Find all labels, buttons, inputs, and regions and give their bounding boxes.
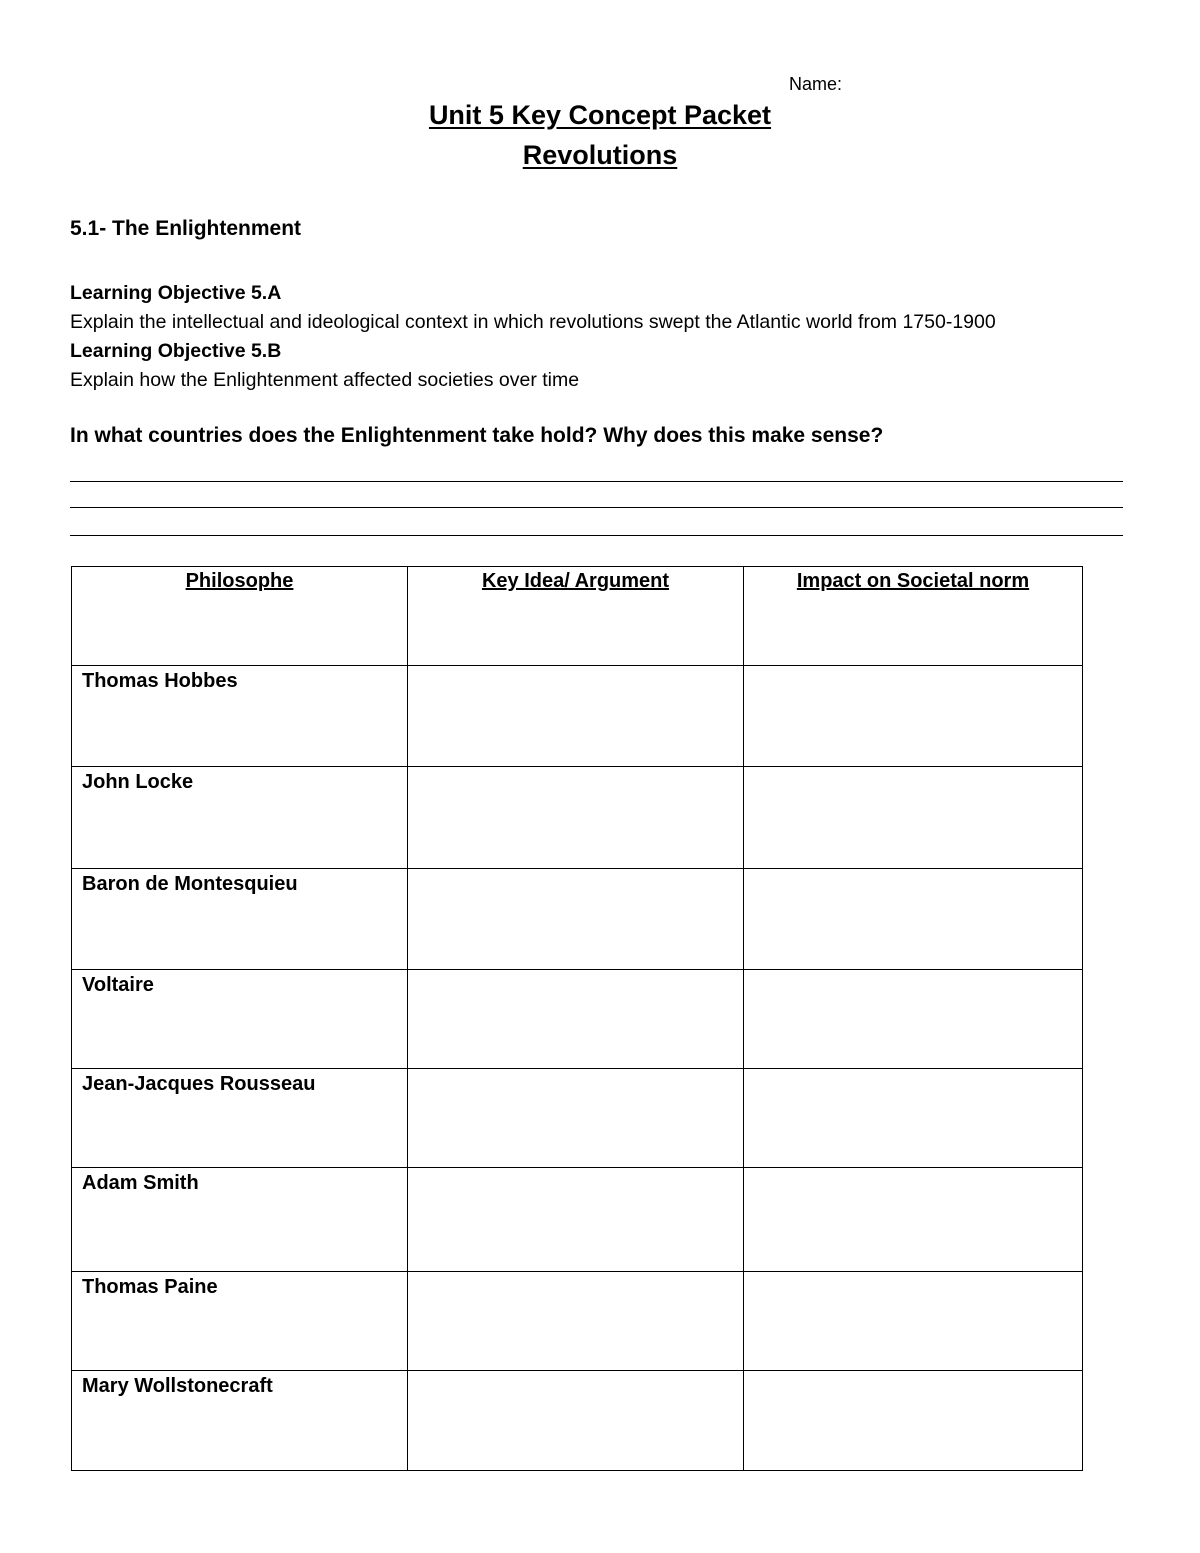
name-label: Name: [789, 74, 843, 94]
philosophe-name-cell: Thomas Hobbes [72, 666, 408, 767]
answer-line[interactable] [70, 535, 1123, 536]
learning-objective-b-label: Learning Objective 5.B [70, 340, 282, 362]
key-idea-cell[interactable] [408, 1371, 744, 1471]
impact-cell[interactable] [744, 970, 1083, 1069]
key-idea-cell[interactable] [408, 767, 744, 869]
key-idea-cell[interactable] [408, 1168, 744, 1272]
impact-cell[interactable] [744, 1168, 1083, 1272]
impact-cell[interactable] [744, 767, 1083, 869]
philosophe-name-cell: Jean-Jacques Rousseau [72, 1069, 408, 1168]
section-heading: 5.1- The Enlightenment [70, 217, 302, 240]
impact-cell[interactable] [744, 869, 1083, 970]
column-header-philosophe: Philosophe [72, 567, 408, 666]
column-header-impact: Impact on Societal norm [744, 567, 1083, 666]
key-idea-cell[interactable] [408, 666, 744, 767]
page-title: Unit 5 Key Concept Packet [428, 100, 772, 130]
answer-line[interactable] [70, 507, 1123, 508]
table-row [72, 767, 1083, 869]
philosophe-name-cell: Mary Wollstonecraft [72, 1371, 408, 1471]
table-row [72, 1168, 1083, 1272]
key-idea-cell[interactable] [408, 1069, 744, 1168]
philosophe-name-cell: Baron de Montesquieu [72, 869, 408, 970]
question-prompt: In what countries does the Enlightenment take hold? Why does this make sense? [70, 424, 884, 447]
philosophe-name-cell: Voltaire [72, 970, 408, 1069]
learning-objective-a-text: Explain the intellectual and ideological context in which revolutions swept the Atlantic world from 1750-1900 [70, 311, 996, 333]
answer-line[interactable] [70, 481, 1123, 482]
philosophe-name-cell: Adam Smith [72, 1168, 408, 1272]
table-row [72, 1272, 1083, 1371]
table-row [72, 666, 1083, 767]
table-row [72, 970, 1083, 1069]
impact-cell[interactable] [744, 1069, 1083, 1168]
table-row [72, 1069, 1083, 1168]
key-idea-cell[interactable] [408, 1272, 744, 1371]
page-subtitle: Revolutions [522, 140, 678, 170]
key-idea-cell[interactable] [408, 970, 744, 1069]
table-header-row [72, 567, 1083, 666]
philosophes-table [71, 566, 1083, 1471]
column-header-key-idea: Key Idea/ Argument [408, 567, 744, 666]
learning-objective-a-label: Learning Objective 5.A [70, 282, 282, 304]
philosophe-name-cell: John Locke [72, 767, 408, 869]
impact-cell[interactable] [744, 1371, 1083, 1471]
table-row [72, 869, 1083, 970]
impact-cell[interactable] [744, 666, 1083, 767]
impact-cell[interactable] [744, 1272, 1083, 1371]
learning-objective-b-text: Explain how the Enlightenment affected societies over time [70, 369, 580, 391]
table-row [72, 1371, 1083, 1471]
key-idea-cell[interactable] [408, 869, 744, 970]
philosophe-name-cell: Thomas Paine [72, 1272, 408, 1371]
